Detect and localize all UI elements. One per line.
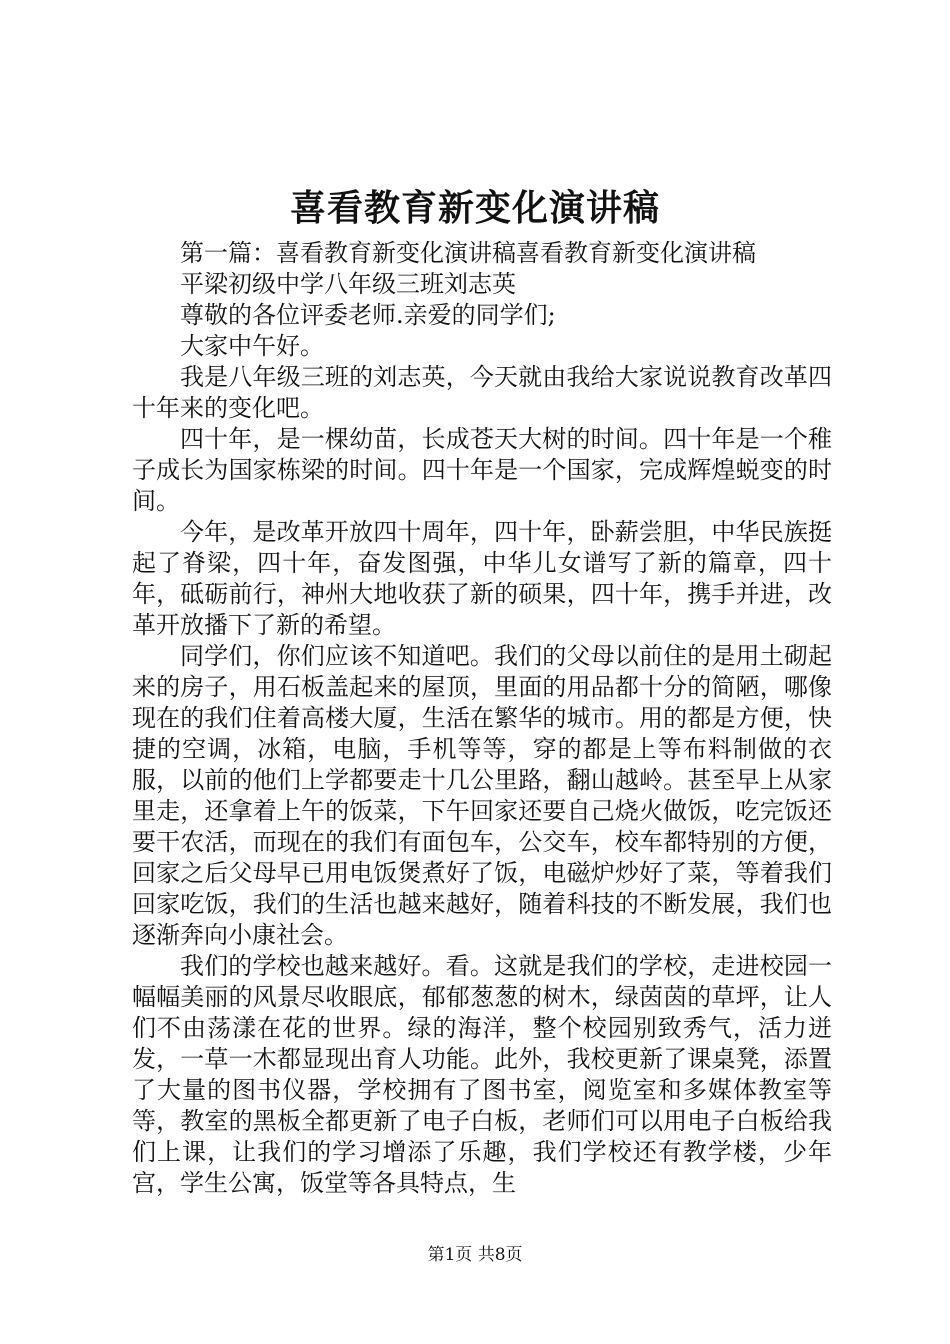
paragraph-heading: 第一篇：喜看教育新变化演讲稿喜看教育新变化演讲稿 xyxy=(180,239,756,267)
paragraph-forty-years: 四十年，是一棵幼苗，长成苍天大树的时间。四十年是一个稚子成长为国家栋梁的时间。四十年是一个国家，完成辉煌蜕变的时间。 xyxy=(132,425,832,515)
paragraph-greeting: 大家中午好。 xyxy=(180,332,324,360)
document-title: 喜看教育新变化演讲稿 xyxy=(289,187,660,229)
paragraph-salutation: 尊敬的各位评委老师.亲爱的同学们; xyxy=(180,301,556,329)
paragraph-intro: 我是八年级三班的刘志英，今天就由我给大家说说教育改革四十年来的变化吧。 xyxy=(132,363,832,422)
paragraph-life-changes: 同学们，你们应该不知道吧。我们的父母以前住的是用土砌起来的房子，用石板盖起来的屋顶，里面的用品都十分的简陋，哪像现在的我们住着高楼大厦，生活在繁华的城市。用的都是方便，快捷的空调，冰箱，电脑，手机等等，穿的都是上等布料制做的衣服，以前的他们上学都要走十几公里路，翻山越岭。甚至早上从家里走，还拿着上午的饭菜，下午回家还要自己烧火做饭，吃完饭还要干农活，而现在的我们有面包车，公交车，校车都特别的方便，回家之后父母早已用电饭煲煮好了饭，电磁炉炒好了菜，等着我们回家吃饭，我们的生活也越来越好，随着科技的不断发展，我们也逐渐奔向小康社会。 xyxy=(132,642,832,949)
paragraph-reform-anniversary: 今年，是改革开放四十周年，四十年，卧薪尝胆，中华民族挺起了脊梁，四十年，奋发图强，中华儿女谱写了新的篇章，四十年，砥砺前行，神州大地收获了新的硕果，四十年，携手并进，改革开放播下了新的希望。 xyxy=(132,518,832,639)
paragraph-author: 平梁初级中学八年级三班刘志英 xyxy=(180,270,516,298)
document-body xyxy=(132,238,832,1199)
paragraph-school-changes: 我们的学校也越来越好。看。这就是我们的学校，走进校园一幅幅美丽的风景尽收眼底，郁郁葱葱的树木，绿茵茵的草坪，让人们不由荡漾在花的世界。绿的海洋，整个校园别致秀气，活力迸发，一草一木都显现出育人功能。此外，我校更新了课桌凳，添置了大量的图书仪器，学校拥有了图书室，阅览室和多媒体教室等等，教室的黑板全都更新了电子白板，老师们可以用电子白板给我们上课，让我们的学习增添了乐趣，我们学校还有教学楼，少年宫，学生公寓，饭堂等各具特点，生 xyxy=(132,952,832,1197)
page-number-footer: 第1页 共8页 xyxy=(427,1245,523,1265)
